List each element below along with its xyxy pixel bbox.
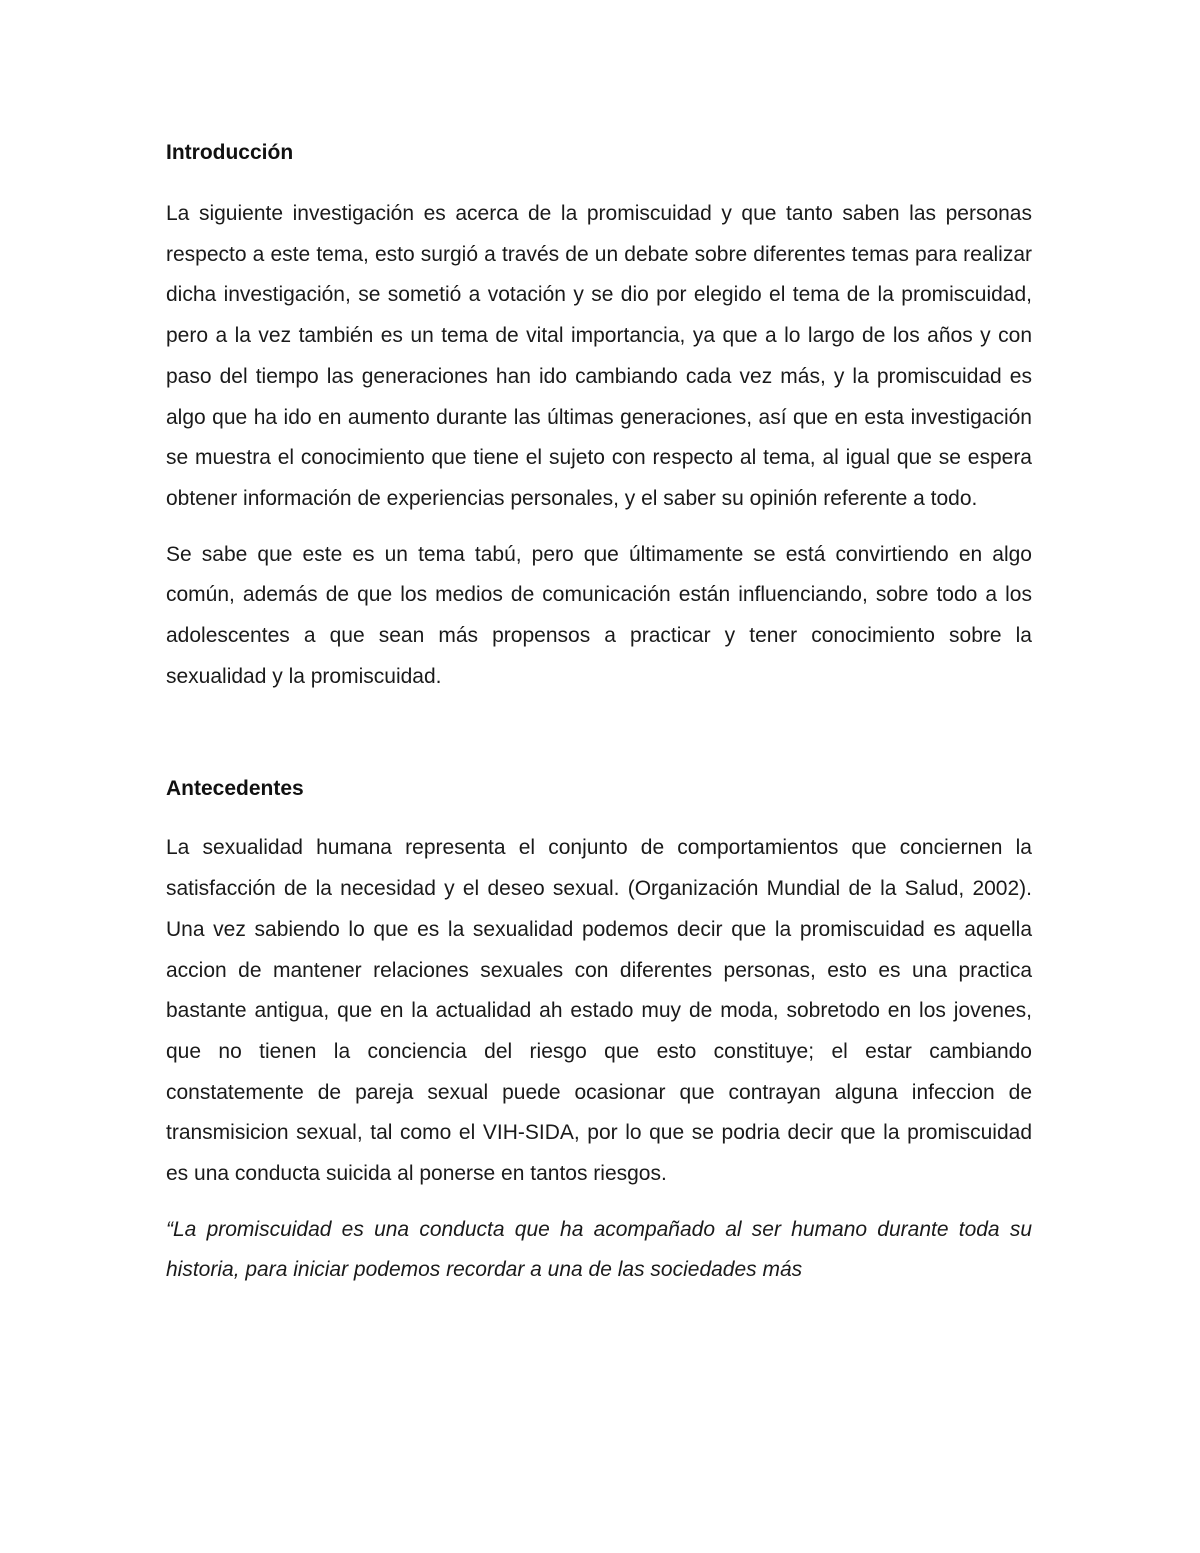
document-body xyxy=(166,138,1032,1291)
introduccion-paragraph-1: La siguiente investigación es acerca de la promiscuidad y que tanto saben las personas respecto a este tema, esto surgió a través de un debate sobre diferentes temas para realizar dicha investigación, se sometió a votación y se dio por elegido el tema de la promiscuidad, pero a la vez también es un tema de vital importancia, ya que a lo largo de los años y con paso del tiempo las generaciones han ido cambiando cada vez más, y la promiscuidad es algo que ha ido en aumento durante las últimas generaciones, así que en esta investigación se muestra el conocimiento que tiene el sujeto con respecto al tema, al igual que se espera obtener información de experiencias personales, y el saber su opinión referente a todo. xyxy=(166,202,1032,510)
antecedentes-paragraph-1: La sexualidad humana representa el conjunto de comportamientos que conciernen la satisfacción de la necesidad y el deseo sexual. (Organización Mundial de la Salud, 2002). Una vez sabiendo lo que es la sexualidad podemos decir que la promiscuidad es aquella accion de mantener relaciones sexuales con diferentes personas, esto es una practica bastante antigua, que en la actualidad ah estado muy de moda, sobretodo en los jovenes, que no tienen la conciencia del riesgo que esto constituye; el estar cambiando constatemente de pareja sexual puede ocasionar que contrayan alguna infeccion de transmisicion sexual, tal como el VIH-SIDA, por lo que se podria decir que la promiscuidad es una conducta suicida al ponerse en tantos riesgos. xyxy=(166,836,1032,1186)
section-heading-introduccion: Introducción xyxy=(166,141,294,164)
introduccion-paragraph-2: Se sabe que este es un tema tabú, pero que últimamente se está convirtiendo en algo común, además de que los medios de comunicación están influenciando, sobre todo a los adolescentes a que sean más propensos a practicar y tener conocimiento sobre la sexualidad y la promiscuidad. xyxy=(166,542,1032,688)
antecedentes-quote-paragraph: “La promiscuidad es una conducta que ha acompañado al ser humano durante toda su historia, para iniciar podemos recordar a una de las sociedades más xyxy=(166,1217,1032,1282)
section-heading-antecedentes: Antecedentes xyxy=(166,777,304,801)
